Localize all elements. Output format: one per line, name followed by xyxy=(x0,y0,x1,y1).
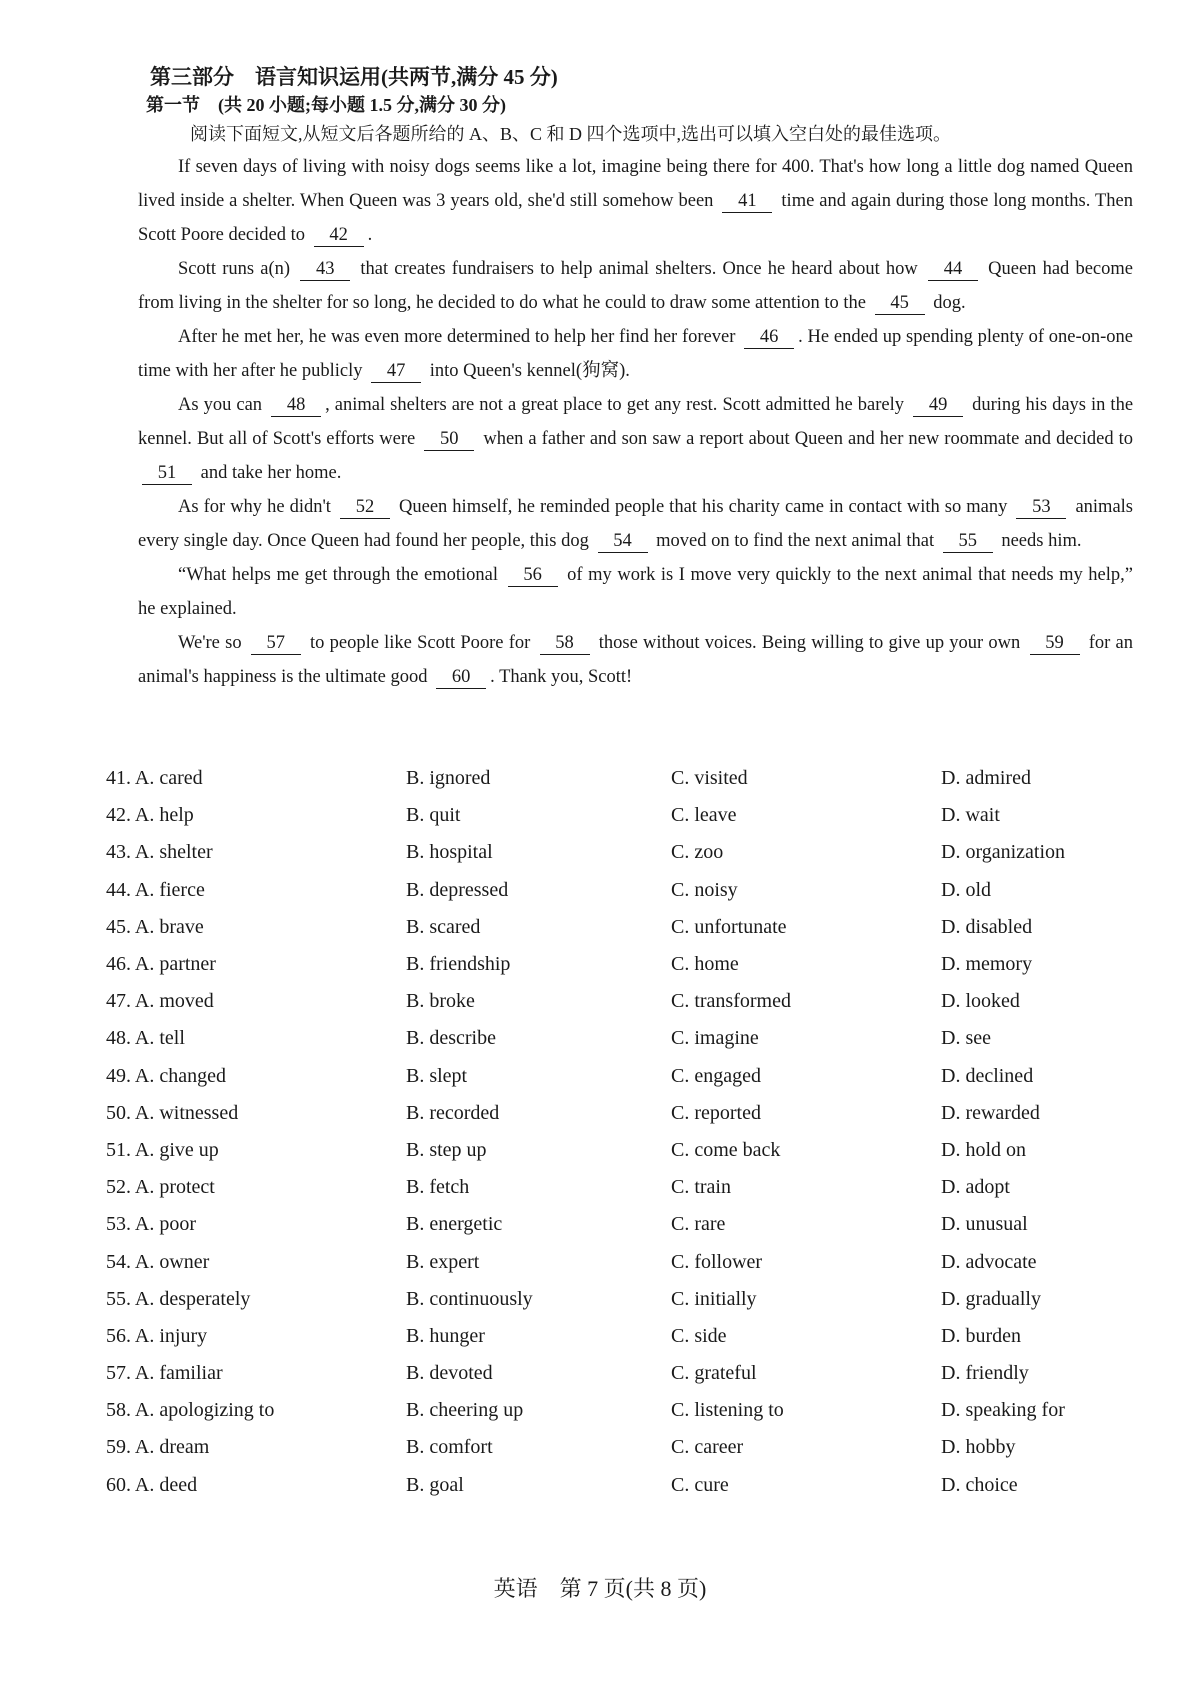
text: Scott runs a(n) xyxy=(178,259,291,279)
option-row xyxy=(100,1132,1160,1169)
option-c[interactable]: C. noisy xyxy=(671,878,738,901)
instructions: 阅读下面短文,从短文后各题所给的 A、B、C 和 D 四个选项中,选出可以填入空白处的最佳选项。 xyxy=(190,124,952,144)
option-d[interactable]: D. organization xyxy=(941,841,1066,864)
option-d[interactable]: D. disabled xyxy=(941,915,1033,938)
blank-60: 60 xyxy=(436,666,486,689)
option-d[interactable]: D. wait xyxy=(941,804,1000,827)
text: After he met her, he was even more determined to help her find her forever xyxy=(178,327,736,347)
text: dog. xyxy=(933,293,966,313)
option-a[interactable]: 42. A. help xyxy=(106,804,194,827)
paragraph-1 xyxy=(138,150,1133,252)
blank-48: 48 xyxy=(271,394,321,417)
text: “What helps me get through the emotional xyxy=(178,565,499,585)
option-a[interactable]: 52. A. protect xyxy=(106,1176,215,1199)
option-c[interactable]: C. rare xyxy=(671,1213,726,1236)
option-row xyxy=(100,1467,1160,1504)
option-a[interactable]: 46. A. partner xyxy=(106,953,216,976)
option-d[interactable]: D. unusual xyxy=(941,1213,1028,1236)
text: animals every single day. Once Queen had found her people, this dog xyxy=(138,497,1133,551)
blank-57: 57 xyxy=(251,632,301,655)
option-row xyxy=(100,760,1160,797)
blank-47: 47 xyxy=(371,360,421,383)
option-b[interactable]: B. hunger xyxy=(406,1324,485,1347)
option-c[interactable]: C. imagine xyxy=(671,1027,759,1050)
option-b[interactable]: B. expert xyxy=(406,1250,480,1273)
option-d[interactable]: D. old xyxy=(941,878,991,901)
option-row xyxy=(100,872,1160,909)
option-c[interactable]: C. leave xyxy=(671,804,737,827)
text: to people like Scott Poore for xyxy=(310,633,531,653)
option-a[interactable]: 57. A. familiar xyxy=(106,1362,223,1385)
option-c[interactable]: C. cure xyxy=(671,1473,729,1496)
paragraph-2 xyxy=(138,252,1133,320)
option-d[interactable]: D. hobby xyxy=(941,1436,1016,1459)
option-c[interactable]: C. home xyxy=(671,953,739,976)
option-row xyxy=(100,1169,1160,1206)
text: If seven days of living with noisy dogs seems like a lot, imagine being there for 400. That's how long a little dog named Queen lived inside a shelter. When Queen was 3 years old, she'd still somehow been xyxy=(138,157,1133,211)
option-row xyxy=(100,1318,1160,1355)
blank-41: 41 xyxy=(722,190,772,213)
text: for an animal's happiness is the ultimate good xyxy=(138,633,1133,687)
option-c[interactable]: C. career xyxy=(671,1436,744,1459)
option-row xyxy=(100,909,1160,946)
text: . He ended up spending plenty of one-on-one time with her after he publicly xyxy=(138,327,1134,381)
option-a[interactable]: 59. A. dream xyxy=(106,1436,210,1459)
blank-56: 56 xyxy=(508,564,558,587)
blank-55: 55 xyxy=(943,530,993,553)
option-c[interactable]: C. transformed xyxy=(671,990,791,1013)
option-row xyxy=(100,1429,1160,1466)
answer-options xyxy=(100,760,1160,1504)
text: when a father and son saw a report about Queen and her new roommate and decided to xyxy=(483,429,1134,449)
paragraph-4 xyxy=(138,388,1133,490)
option-c[interactable]: C. reported xyxy=(671,1101,761,1124)
text: . Thank you, Scott! xyxy=(490,667,633,687)
text: moved on to find the next animal that xyxy=(656,531,935,551)
option-row xyxy=(100,797,1160,834)
option-c[interactable]: C. side xyxy=(671,1324,727,1347)
blank-42: 42 xyxy=(314,224,364,247)
paragraph-6 xyxy=(138,558,1133,626)
text: As you can xyxy=(178,395,263,415)
option-d[interactable]: D. adopt xyxy=(941,1176,1010,1199)
option-row xyxy=(100,1281,1160,1318)
option-d[interactable]: D. declined xyxy=(941,1064,1034,1087)
option-c[interactable]: C. zoo xyxy=(671,841,724,864)
option-a[interactable]: 43. A. shelter xyxy=(106,841,213,864)
option-a[interactable]: 48. A. tell xyxy=(106,1027,185,1050)
option-row xyxy=(100,1206,1160,1243)
option-d[interactable]: D. gradually xyxy=(941,1287,1041,1310)
text: that creates fundraisers to help animal shelters. Once he heard about how xyxy=(360,259,918,279)
option-b[interactable]: B. ignored xyxy=(406,767,491,790)
text: Queen had become from living in the shelter for so long, he decided to do what he could to draw some attention to the xyxy=(138,259,1133,313)
option-d[interactable]: D. see xyxy=(941,1027,991,1050)
blank-50: 50 xyxy=(424,428,474,451)
blank-49: 49 xyxy=(913,394,963,417)
option-c[interactable]: C. train xyxy=(671,1176,731,1199)
option-c[interactable]: C. follower xyxy=(671,1250,763,1273)
text: We're so xyxy=(178,633,242,653)
option-c[interactable]: C. visited xyxy=(671,767,748,790)
text: As for why he didn't xyxy=(178,497,331,517)
blank-51: 51 xyxy=(142,462,192,485)
option-a[interactable]: 51. A. give up xyxy=(106,1138,219,1161)
option-d[interactable]: D. friendly xyxy=(941,1362,1029,1385)
blank-44: 44 xyxy=(928,258,978,281)
option-b[interactable]: B. broke xyxy=(406,990,475,1013)
option-a[interactable]: 54. A. owner xyxy=(106,1250,210,1273)
option-c[interactable]: C. unfortunate xyxy=(671,915,787,938)
blank-52: 52 xyxy=(340,496,390,519)
blank-54: 54 xyxy=(598,530,648,553)
option-c[interactable]: C. initially xyxy=(671,1287,757,1310)
option-b[interactable]: B. recorded xyxy=(406,1101,500,1124)
text: those without voices. Being willing to give up your own xyxy=(598,633,1021,653)
option-b[interactable]: B. fetch xyxy=(406,1176,470,1199)
text: and take her home. xyxy=(200,463,342,483)
option-row xyxy=(100,983,1160,1020)
option-d[interactable]: D. burden xyxy=(941,1324,1021,1347)
option-c[interactable]: C. grateful xyxy=(671,1362,757,1385)
option-row xyxy=(100,1243,1160,1280)
option-a[interactable]: 55. A. desperately xyxy=(106,1287,251,1310)
option-a[interactable]: 44. A. fierce xyxy=(106,878,205,901)
option-row xyxy=(100,946,1160,983)
option-b[interactable]: B. scared xyxy=(406,915,481,938)
cloze-passage xyxy=(138,150,1133,694)
text: time and again during those long months. Then Scott Poore decided to xyxy=(138,191,1134,245)
option-a[interactable]: 53. A. poor xyxy=(106,1213,196,1236)
option-d[interactable]: D. choice xyxy=(941,1473,1018,1496)
blank-46: 46 xyxy=(744,326,794,349)
text: during his days in the kennel. But all of Scott's efforts were xyxy=(138,395,1134,449)
page-footer: 英语 第 7 页(共 8 页) xyxy=(493,1576,707,1601)
blank-43: 43 xyxy=(300,258,350,281)
option-b[interactable]: B. energetic xyxy=(406,1213,503,1236)
blank-59: 59 xyxy=(1030,632,1080,655)
option-b[interactable]: B. devoted xyxy=(406,1362,493,1385)
text: into Queen's kennel(狗窝). xyxy=(429,361,630,381)
option-b[interactable]: B. friendship xyxy=(406,953,511,976)
option-b[interactable]: B. slept xyxy=(406,1064,468,1087)
text: of my work is I move very quickly to the next animal that needs my help,” he explained. xyxy=(138,565,1133,619)
option-row xyxy=(100,1095,1160,1132)
blank-58: 58 xyxy=(540,632,590,655)
option-a[interactable]: 58. A. apologizing to xyxy=(106,1399,275,1422)
option-b[interactable]: B. hospital xyxy=(406,841,493,864)
option-d[interactable]: D. memory xyxy=(941,953,1033,976)
option-c[interactable]: C. listening to xyxy=(671,1399,784,1422)
option-b[interactable]: B. describe xyxy=(406,1027,496,1050)
option-a[interactable]: 47. A. moved xyxy=(106,990,214,1013)
option-row xyxy=(100,1020,1160,1057)
option-row xyxy=(100,1058,1160,1095)
option-row xyxy=(100,834,1160,871)
paragraph-7 xyxy=(138,626,1133,694)
option-b[interactable]: B. continuously xyxy=(406,1287,533,1310)
option-c[interactable]: C. come back xyxy=(671,1138,781,1161)
option-d[interactable]: D. looked xyxy=(941,990,1020,1013)
paragraph-5 xyxy=(138,490,1133,558)
option-a[interactable]: 50. A. witnessed xyxy=(106,1101,239,1124)
paragraph-3 xyxy=(138,320,1133,388)
text: Queen himself, he reminded people that his charity came in contact with so many xyxy=(399,497,1008,517)
option-a[interactable]: 45. A. brave xyxy=(106,915,204,938)
option-b[interactable]: B. comfort xyxy=(406,1436,493,1459)
option-c[interactable]: C. engaged xyxy=(671,1064,761,1087)
blank-45: 45 xyxy=(875,292,925,315)
text: needs him. xyxy=(1001,531,1082,551)
text: , animal shelters are not a great place to get any rest. Scott admitted he barely xyxy=(325,395,905,415)
section-header xyxy=(146,62,1110,148)
option-a[interactable]: 56. A. injury xyxy=(106,1324,208,1347)
option-row xyxy=(100,1392,1160,1429)
option-d[interactable]: D. rewarded xyxy=(941,1101,1040,1124)
option-row xyxy=(100,1355,1160,1392)
option-a[interactable]: 49. A. changed xyxy=(106,1064,226,1087)
option-d[interactable]: D. hold on xyxy=(941,1138,1026,1161)
option-b[interactable]: B. quit xyxy=(406,804,461,827)
option-a[interactable]: 60. A. deed xyxy=(106,1473,198,1496)
text: . xyxy=(367,225,373,245)
option-b[interactable]: B. goal xyxy=(406,1473,464,1496)
option-d[interactable]: D. speaking for xyxy=(941,1399,1065,1422)
option-a[interactable]: 41. A. cared xyxy=(106,767,203,790)
option-b[interactable]: B. step up xyxy=(406,1138,487,1161)
option-b[interactable]: B. cheering up xyxy=(406,1399,524,1422)
option-b[interactable]: B. depressed xyxy=(406,878,509,901)
section-title: 第一节 (共 20 小题;每小题 1.5 分,满分 30 分) xyxy=(146,95,506,115)
part-title: 第三部分 语言知识运用(共两节,满分 45 分) xyxy=(150,65,558,89)
option-d[interactable]: D. admired xyxy=(941,767,1031,790)
blank-53: 53 xyxy=(1016,496,1066,519)
option-d[interactable]: D. advocate xyxy=(941,1250,1037,1273)
